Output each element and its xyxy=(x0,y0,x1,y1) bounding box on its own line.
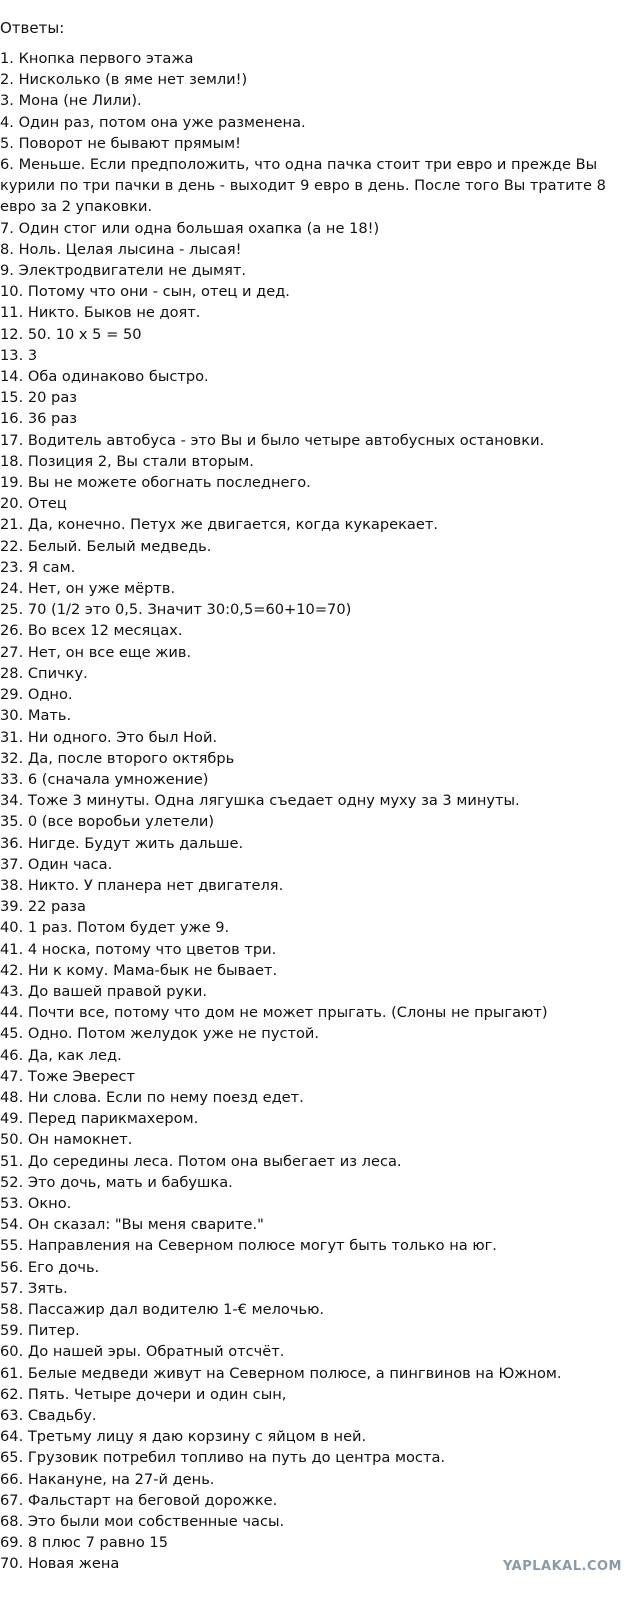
answer-item: 34. Тоже 3 минуты. Одна лягушка съедает одну муху за 3 минуты. xyxy=(0,792,520,810)
answer-item: 35. 0 (все воробьи улетели) xyxy=(0,813,215,831)
answer-item: 46. Да, как лед. xyxy=(0,1046,122,1064)
answer-item: 59. Питер. xyxy=(0,1322,80,1340)
answer-item: 32. Да, после второго октябрь xyxy=(0,749,235,767)
page-title: Ответы: xyxy=(0,19,65,37)
answer-item: 68. Это были мои собственные часы. xyxy=(0,1513,285,1531)
answer-item: 25. 70 (1/2 это 0,5. Значит 30:0,5=60+10=70) xyxy=(0,601,352,619)
answer-item: 24. Нет, он уже мёртв. xyxy=(0,580,176,598)
answer-item: 29. Одно. xyxy=(0,686,73,704)
answer-item: 50. Он намокнет. xyxy=(0,1131,133,1149)
answer-item: 49. Перед парикмахером. xyxy=(0,1110,199,1128)
answer-item: 26. Во всех 12 месяцах. xyxy=(0,622,183,640)
answer-item: 27. Нет, он все еще жив. xyxy=(0,643,192,661)
answer-item: 43. До вашей правой руки. xyxy=(0,982,208,1000)
answer-item: 53. Окно. xyxy=(0,1194,72,1212)
answer-item: 13. 3 xyxy=(0,346,38,364)
answer-item: 17. Водитель автобуса - это Вы и было четыре автобусных остановки. xyxy=(0,431,545,449)
answer-item: 14. Оба одинаково быстро. xyxy=(0,368,209,386)
answer-item: 7. Один стог или одна большая охапка (а не 18!) xyxy=(0,219,380,237)
answer-item: 61. Белые медведи живут на Северном полюсе, а пингвинов на Южном. xyxy=(0,1364,562,1382)
site-watermark: YAPLAKAL.COM xyxy=(503,1559,622,1574)
answer-item: 41. 4 носка, потому что цветов три. xyxy=(0,940,277,958)
answer-item: 48. Ни слова. Если по нему поезд едет. xyxy=(0,1088,304,1106)
answer-item: 36. Нигде. Будут жить дальше. xyxy=(0,834,244,852)
answer-item: 63. Свадьбу. xyxy=(0,1407,97,1424)
answer-item: 42. Ни к кому. Мама-бык не бывает. xyxy=(0,961,278,979)
answer-item: 64. Третьму лицу я даю корзину с яйцом в ней. xyxy=(0,1428,367,1446)
answer-item: 40. 1 раз. Потом будет уже 9. xyxy=(0,919,230,937)
answer-item: 8. Ноль. Целая лысина - лысая! xyxy=(0,240,242,258)
answer-item: 10. Потому что они - сын, отец и дед. xyxy=(0,283,290,301)
answer-item: 39. 22 раза xyxy=(0,898,86,916)
answer-item: 45. Одно. Потом желудок уже не пустой. xyxy=(0,1025,320,1043)
answer-item: 3. Мона (не Лили). xyxy=(0,92,142,110)
answer-item: 58. Пассажир дал водителю 1-€ мелочью. xyxy=(0,1300,324,1318)
answer-item: 6. Меньше. Если предположить, что одна пачка стоит три евро и прежде Вы курили по три пачки в день - выходит 9 евро в день. После того Вы тратите 8 евро за 2 упаковки. xyxy=(0,156,606,216)
answer-item: 37. Один часа. xyxy=(0,855,113,873)
answer-item: 66. Накануне, на 27-й день. xyxy=(0,1470,215,1488)
answer-item: 56. Его дочь. xyxy=(0,1258,100,1276)
answer-item: 19. Вы не можете обогнать последнего. xyxy=(0,474,311,492)
answer-item: 47. Тоже Эверест xyxy=(0,1067,135,1085)
answer-item: 21. Да, конечно. Петух же двигается, когда кукарекает. xyxy=(0,516,438,534)
answer-item: 23. Я сам. xyxy=(0,558,76,576)
answers-list xyxy=(0,48,636,1575)
answer-item: 16. 36 раз xyxy=(0,410,78,428)
answer-item: 11. Никто. Быков не доят. xyxy=(0,304,201,322)
answer-item: 28. Спичку. xyxy=(0,664,88,682)
answer-item: 18. Позиция 2, Вы стали вторым. xyxy=(0,452,254,470)
answer-item: 33. 6 (сначала умножение) xyxy=(0,770,209,788)
answer-item: 51. До середины леса. Потом она выбегает из леса. xyxy=(0,1152,402,1170)
answer-item: 38. Никто. У планера нет двигателя. xyxy=(0,876,284,894)
answer-item: 69. 8 плюс 7 равно 15 xyxy=(0,1534,168,1552)
answer-item: 52. Это дочь, мать и бабушка. xyxy=(0,1173,233,1191)
answer-item: 70. Новая жена xyxy=(0,1555,120,1573)
answer-item: 57. Зять. xyxy=(0,1279,68,1297)
answer-item: 54. Он сказал: "Вы меня сварите." xyxy=(0,1216,264,1234)
answer-item: 1. Кнопка первого этажа xyxy=(0,50,194,67)
answer-item: 31. Ни одного. Это был Ной. xyxy=(0,728,218,746)
answer-item: 22. Белый. Белый медведь. xyxy=(0,537,212,555)
answer-item: 20. Отец xyxy=(0,495,67,513)
answer-item: 12. 50. 10 x 5 = 50 xyxy=(0,325,142,343)
answer-item: 2. Нисколько (в яме нет земли!) xyxy=(0,71,248,89)
answer-item: 30. Мать. xyxy=(0,707,72,725)
answer-item: 9. Электродвигатели не дымят. xyxy=(0,262,246,280)
answer-item: 44. Почти все, потому что дом не может прыгать. (Слоны не прыгают) xyxy=(0,1004,548,1022)
answer-item: 5. Поворот не бывают прямым! xyxy=(0,134,241,152)
answer-item: 65. Грузовик потребил топливо на путь до центра моста. xyxy=(0,1449,446,1467)
answer-item: 4. Один раз, потом она уже разменена. xyxy=(0,113,306,131)
answer-item: 15. 20 раз xyxy=(0,389,78,407)
answer-item: 62. Пять. Четыре дочери и один сын, xyxy=(0,1385,287,1403)
answer-item: 67. Фальстарт на беговой дорожке. xyxy=(0,1491,278,1509)
answer-item: 60. До нашей эры. Обратный отсчёт. xyxy=(0,1343,285,1361)
answer-item: 55. Направления на Северном полюсе могут быть только на юг. xyxy=(0,1237,497,1255)
